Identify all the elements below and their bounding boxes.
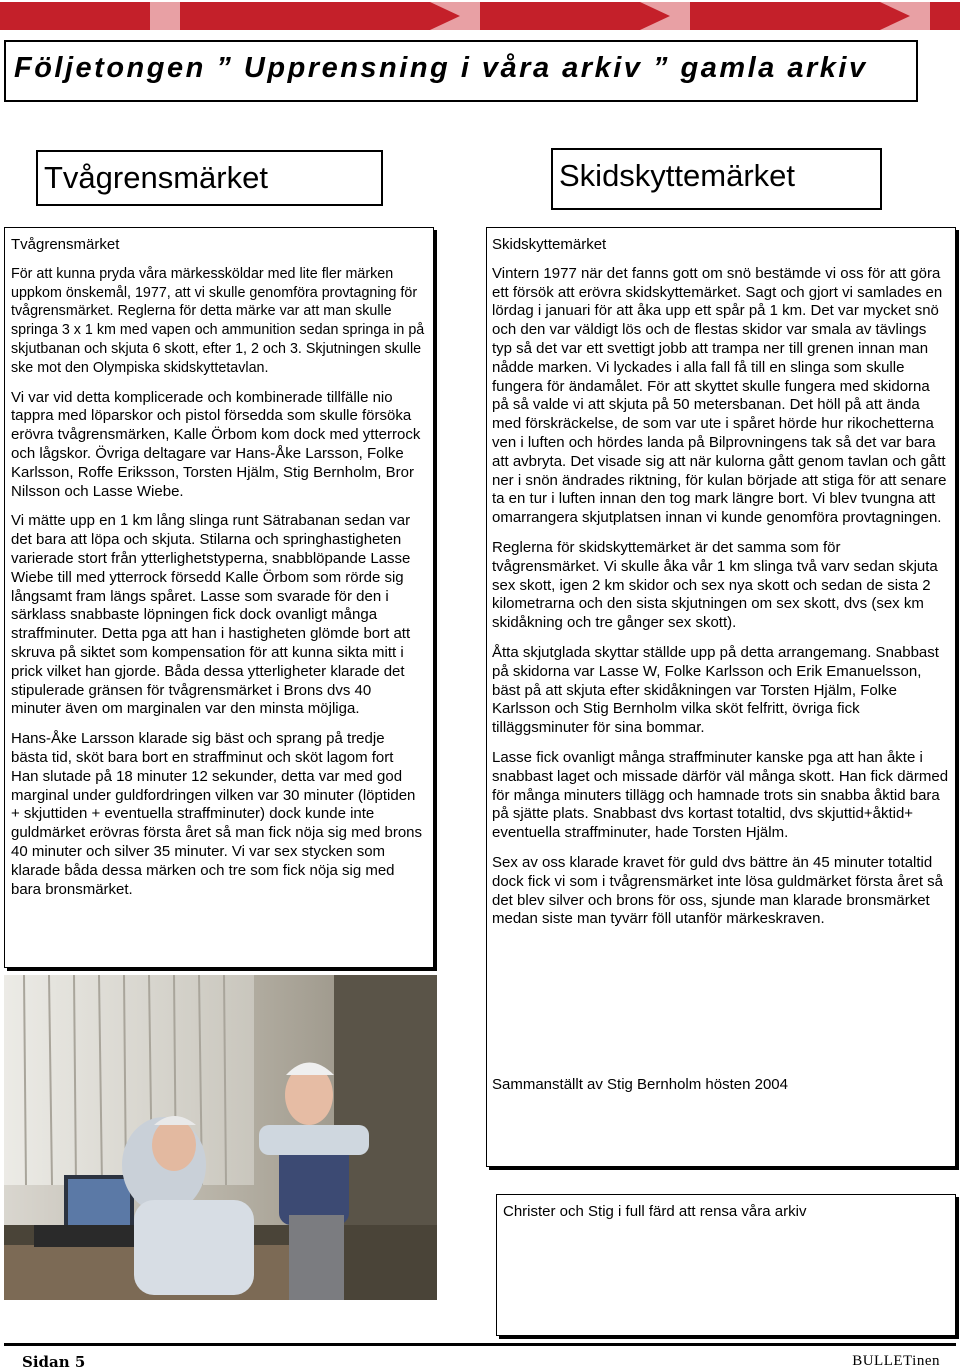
top-decorative-band [0, 0, 960, 30]
left-heading-box [36, 150, 383, 206]
left-article-box [4, 227, 434, 968]
left-heading: Tvågrensmärket [44, 160, 268, 195]
page-number: Sidan 5 [22, 1353, 86, 1371]
right-paragraph-3: Åtta skjutglada skyttar ställde upp på detta arrangemang. Snabbast på skidorna var Lasse W, Folke Karlsson och Erik Emanuelsson, bäst på att skjuta efter skidåkningen var Torsten Hjälm, Folke Karlsson och Stig Bernholm vilka sköt felfritt, övriga fick tilläggsminuter för sina bommar. [492, 643, 939, 737]
photo-caption-box [496, 1194, 956, 1336]
left-paragraph-4: Hans-Åke Larsson klarade sig bäst och sprang på tredje bästa tid, sköt bara bort en straffminut och sköt lagom fort Han slutade på 18 minuter 12 sekunder, detta var med god marginal under guldfordringen vilken var 30 minuter (löptiden + skjuttiden + eventuella straffminuter) dock kunde inte guldmärket erövras första året så man fick nöja sig med brons 40 minuter och silver 35 minuter. Vi var sex stycken som klarade båda dessa märken och tre som fick nöja sig med bara bronsmärket. [11, 730, 423, 898]
right-paragraph-2: Reglerna för skidskyttemärket är det samma som för tvågrensmärket. Vi skulle åka vår 1 km slinga två varv sedan skjuta sex skott, igen 2 km skidor och sex nya skott och sedan de sista 2 kilometrarna och den sista skjutningen om sex skott, dvs (sex km skidåkning och tre gånger sex skott). [492, 538, 938, 632]
photo-caption: Christer och Stig i full färd att rensa våra arkiv [503, 1203, 807, 1220]
right-paragraph-4: Lasse fick ovanligt många straffminuter kanske pga att han åkte i snabbast laget och missade därför väl många skott. Han fick därmed för många minuters tillägg och hamnade trots sin snabba åktid bara på sjätte plats. Snabbast dvs kortast totaltid, dvs skjuttid+åktid+ eventuella straffminuter, hade Torsten Hjälm. [492, 748, 949, 842]
archive-photo [4, 975, 437, 1300]
publication-name: BULLETinen [852, 1353, 940, 1369]
left-paragraph-1: För att kunna pryda våra märkessköldar med lite fler märken uppkom önskemål, 1977, att vi skulle genomföra provtagning för tvågrensmärket. Reglerna för detta märke var att man skulle springa 3 x 1 km med vapen och ammunition sedan springa in på skjutbanan och skjuta 6 skott, efter 1, 2 och 3. Skjutningen skulle ske mot den Olympiska skidskyttetavlan. [11, 265, 425, 376]
right-paragraph-1: Vintern 1977 när det fanns gott om snö bestämde vi oss för att göra ett försök att erövra skidskyttemärket. Sagt och gjort vi samlades en lördag i januari för att åka upp ett spår på 1 km. Det var mycket snö och den var väldigt lös och de flestas skidor var smala av tävlings typ så det var ett svettigt jobb att trampa ner till grenen innan man nådde marken. Vi lyckades i alla fall få till en slinga som skulle fungera för ändamålet. För att skyttet skulle fungera med skidorna på så valde vi att skjuta på 50 metersbanan. Det höll på att ända med förskräckelse, de som var ute i spåret hörde hur rikochetterna ven i luften och hördes landa på Bilprovningens tak så det var bara att avbryta. Det visade sig att när kulorna gått genom tavlan och gått ner i snön ändrades riktning, för kulan började att stiga för att senare ta en tur i luften innan den tog mark längre bort. Vi blev tvungna att omarrangera skjutplatsen innan vi kunde genomföra provtagningen. [492, 264, 947, 527]
archive-photo-illustration [4, 975, 437, 1300]
right-heading-box [551, 148, 882, 210]
right-article-box [486, 227, 956, 1167]
left-paragraph-3: Vi mätte upp en 1 km lång slinga runt Sätrabanan sedan var det bara att löpa och skjuta. Stilarna och springhastigheten varierade stort från ytterlighetstyperna, snabblöpande Lasse Wiebe till med ytterrock försedd Kalle Örbom som rörde sig långsamt fram längs spåret. Lasse som svarade för den i särklass snabbaste löpningen fick dock ovanligt många straffminuter. Detta pga att han i hastigheten glömde bort att skruva på siktet som kompensation för att kunna sikta mitt i prick vilket han gjorde. Båda dessa ytterligheter klarade det stipulerade gränsen för tvågrensmärket i Brons dvs 40 minuter även om marginalen var den minsta möjliga. [11, 512, 411, 718]
right-paragraph-5: Sex av oss klarade kravet för guld dvs bättre än 45 minuter totaltid dock fick vi som i tvågrensmärket inte lösa guldmärket första året så det blev silver och brons för oss, sjunde man klarade bronsmärket medan siste man tyvärr föll utanför märkeskraven. [492, 853, 944, 928]
credit-line: Sammanställt av Stig Bernholm hösten 2004 [492, 1076, 788, 1093]
right-subheading: Skidskyttemärket [492, 236, 607, 253]
footer-rule [4, 1343, 956, 1346]
right-article-text [492, 236, 950, 940]
article-title: Följetongen ” Upprensning i våra arkiv ” gamla arkiv [14, 52, 868, 84]
left-article-text [11, 236, 425, 910]
left-subheading: Tvågrensmärket [11, 236, 120, 253]
article-title-box [4, 40, 918, 102]
left-paragraph-2: Vi var vid detta komplicerade och kombinerade tillfälle nio tappra med löparskor och pistol försedda som skulle försöka erövra tvågrensmärken, Kalle Örbom kom dock med ytterrock och lågskor. Övriga deltagare var Hans-Åke Larsson, Folke Karlsson, Roffe Eriksson, Torsten Hjälm, Stig Bernholm, Bror Nilsson och Lasse Wiebe. [11, 388, 421, 500]
right-heading: Skidskyttemärket [559, 158, 796, 193]
